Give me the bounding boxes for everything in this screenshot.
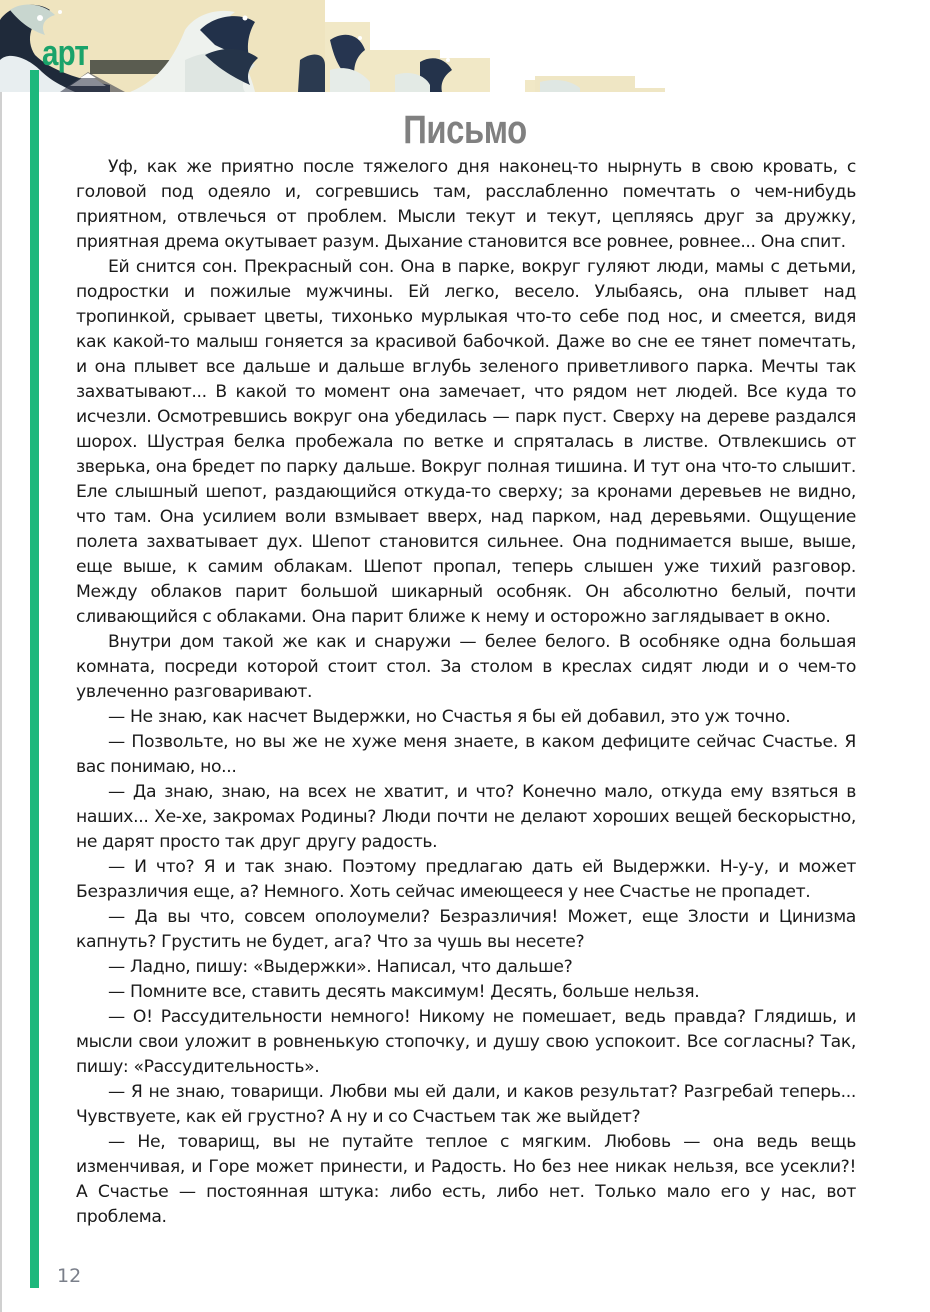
page-number: 12: [57, 1265, 82, 1287]
dialogue-line: — Не, товарищ, вы не путайте теплое с мягким. Любовь — она ведь вещь изменчивая, и Горе может принести, и Радость. Но без нее никак нельзя, все усекли?! А Счастье — постоянная штука: либо есть, либо нет. Только мало его у нас, вот проблема.: [76, 1132, 856, 1227]
page-edge: [0, 0, 2, 1312]
paragraph: Внутри дом такой же как и снаружи — белее белого. В особняке одна большая комната, посреди которой стоит стол. За столом в креслах сидят люди и о чем-то увлеченно разговаривают.: [76, 632, 856, 702]
dialogue-line: — Не знаю, как насчет Выдержки, но Счастья я бы ей добавил, это уж точно.: [108, 707, 791, 727]
dialogue-line: — И что? Я и так знаю. Поэтому предлагаю дать ей Выдержки. Н-у-у, и может Безразличия еще, а? Немного. Хоть сейчас имеющееся у нее Счастье не пропадет.: [76, 857, 856, 902]
dialogue-line: — Да вы что, совсем ополоумели? Безразличия! Может, еще Злости и Цинизма капнуть? Грустить не будет, ага? Что за чушь вы несете?: [76, 907, 856, 952]
dialogue-line: — Позвольте, но вы же не хуже меня знаете, в каком дефиците сейчас Счастье. Я вас понимаю, но...: [76, 732, 856, 777]
dialogue-line: — Ладно, пишу: «Выдержки». Написал, что дальше?: [108, 957, 573, 977]
paragraph: Уф, как же приятно после тяжелого дня наконец-то нырнуть в свою кровать, с головой под одеяло и, согревшись там, расслабленно помечтать о чем-нибудь приятном, отвлечься от проблем. Мысли текут и текут, цепляясь друг за дружку, приятная дрема окутывает разум. Дыхание становится все ровнее, ровнее... Она спит.: [76, 157, 856, 252]
great-wave-illustration-icon: [0, 0, 930, 95]
dialogue-line: — Я не знаю, товарищи. Любви мы ей дали, и каков результат? Разгребай теперь... Чувствуете, как ей грустно? А ну и со Счастьем так же выйдет?: [76, 1082, 856, 1127]
section-label: арт: [42, 32, 89, 73]
paragraph: Ей снится сон. Прекрасный сон. Она в парке, вокруг гуляют люди, мамы с детьми, подростки и пожилые мужчины. Ей легко, весело. Улыбаясь, она плывет над тропинкой, срывает цветы, тихонько мурлыкая что-то себе под нос, и смеется, видя как какой-то малыш гоняется за красивой бабочкой. Даже во сне ее тянет помечтать, и она плывет все дальше и дальше вглубь зеленого приветливого парка. Мечты так захватывают... В какой то момент она замечает, что рядом нет людей. Все куда то исчезли. Осмотревшись вокруг она убедилась — парк пуст. Сверху на дереве раздался шорох. Шустрая белка пробежала по ветке и спряталась в листве. Отвлекшись от зверька, она бредет по парку дальше. Вокруг полная тишина. И тут она что-то слышит. Еле слышный шепот, раздающийся откуда-то сверху; за кронами деревьев не видно, что там. Она усилием воли взмывает вверх, над парком, над деревьями. Ощущение полета захватывает дух. Шепот становится сильнее. Она поднимается выше, выше, еще выше, к самим облакам. Шепот пропал, теперь слышен уже тихий разговор. Между облаков парит большой шикарный особняк. Он абсолютно белый, почти сливающийся с облаками. Она парит ближе к нему и осторожно заглядывает в окно.: [76, 257, 856, 627]
article-title: Письмо: [403, 108, 527, 152]
article-body: [76, 155, 856, 1230]
dialogue-line: — Помните все, ставить десять максимум! Десять, больше нельзя.: [108, 982, 700, 1002]
dialogue-line: — Да знаю, знаю, на всех не хватит, и что? Конечно мало, откуда ему взяться в наших... Хе-хе, закромах Родины? Люди почти не делают хороших вещей бескорыстно, не дарят просто так друг другу радость.: [76, 782, 856, 852]
accent-rule: [30, 70, 39, 1288]
header-banner: [0, 0, 930, 95]
dialogue-line: — О! Рассудительности немного! Никому не помешает, ведь правда? Глядишь, и мысли свои уложит в ровненькую стопочку, и душу свою успокоит. Все согласны? Так, пишу: «Рассудительность».: [76, 1007, 856, 1077]
